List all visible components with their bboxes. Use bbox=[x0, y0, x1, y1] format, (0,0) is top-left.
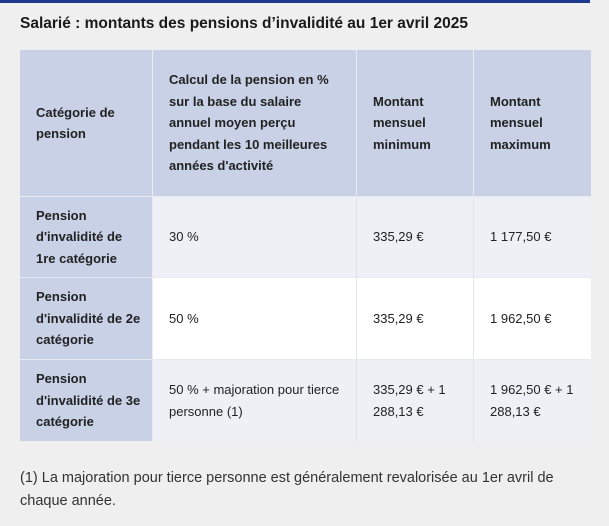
row-calcul: 50 % + majoration pour tierce personne (1) bbox=[153, 359, 357, 441]
row-maximum: 1 962,50 € + 1 288,13 € bbox=[474, 359, 591, 441]
table-header-row bbox=[20, 50, 591, 196]
header-categorie: Catégorie de pension bbox=[20, 50, 153, 196]
accent-rule bbox=[0, 0, 590, 3]
row-maximum: 1 962,50 € bbox=[474, 277, 591, 359]
row-category: Pension d'invalidité de 2e catégorie bbox=[20, 277, 153, 359]
row-minimum: 335,29 € bbox=[357, 196, 474, 277]
row-minimum: 335,29 € bbox=[357, 277, 474, 359]
pensions-table bbox=[20, 50, 591, 441]
table-row bbox=[20, 359, 591, 441]
row-maximum: 1 177,50 € bbox=[474, 196, 591, 277]
row-category: Pension d'invalidité de 1re catégorie bbox=[20, 196, 153, 277]
page-title: Salarié : montants des pensions d’invalidité au 1er avril 2025 bbox=[20, 15, 468, 32]
table-row bbox=[20, 277, 591, 359]
header-maximum: Montant mensuel maximum bbox=[474, 50, 591, 196]
row-calcul: 50 % bbox=[153, 277, 357, 359]
row-calcul: 30 % bbox=[153, 196, 357, 277]
table-row bbox=[20, 196, 591, 277]
row-category: Pension d'invalidité de 3e catégorie bbox=[20, 359, 153, 441]
header-calcul: Calcul de la pension en % sur la base du salaire annuel moyen perçu pendant les 10 meilleures années d'activité bbox=[153, 50, 357, 196]
row-minimum: 335,29 € + 1 288,13 € bbox=[357, 359, 474, 441]
header-minimum: Montant mensuel minimum bbox=[357, 50, 474, 196]
footnote: (1) La majoration pour tierce personne est généralement revalorisée au 1er avril de chaque année. bbox=[20, 470, 554, 509]
